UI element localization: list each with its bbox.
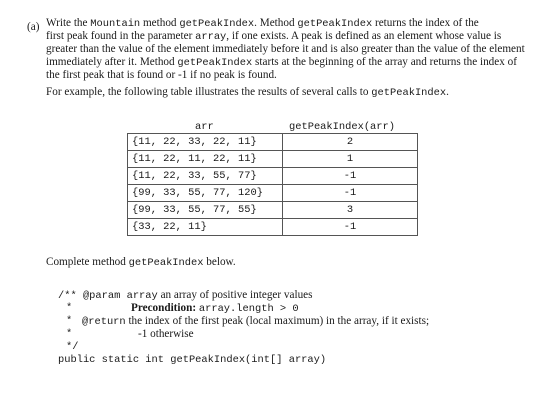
- arr-cell: {11, 22, 33, 22, 11}: [128, 134, 283, 151]
- table-header-result: getPeakIndex(arr): [289, 121, 396, 133]
- javadoc-param: /** @param array: [58, 290, 158, 302]
- doc-line-precondition: [58, 302, 326, 315]
- result-cell: 3: [283, 202, 418, 219]
- text: returns the index of the: [374, 17, 479, 29]
- param-name-code: array: [195, 31, 227, 43]
- intro-line-3: greater than the value of the element immediately before it and is also greater than the value of the element: [46, 43, 525, 55]
- text: method: [142, 17, 177, 29]
- table-row: [128, 185, 418, 202]
- text: below.: [206, 256, 236, 268]
- table-row: [128, 202, 418, 219]
- method-name-code: getPeakIndex: [297, 18, 373, 30]
- text: For example, the following table illustrates the results of several calls to: [46, 86, 369, 98]
- intro-line-5: the first peak that is found or -1 if no peak is found.: [46, 69, 277, 81]
- doc-line-return: [58, 315, 430, 328]
- result-cell: 2: [283, 134, 418, 151]
- table-row: [128, 151, 418, 168]
- text: immediately after it. Method: [46, 56, 175, 68]
- comment-end: */: [66, 341, 79, 353]
- result-cell: -1: [283, 219, 418, 236]
- precondition-code: array.length > 0: [198, 303, 299, 315]
- instruction: [46, 256, 236, 270]
- text: the index of the first peak (local maximum) in the array, if it exists;: [128, 315, 430, 327]
- doc-line-otherwise: [58, 328, 326, 341]
- arr-cell: {33, 22, 11}: [128, 219, 283, 236]
- comment-star: *: [66, 315, 73, 327]
- method-name-code: getPeakIndex: [179, 18, 255, 30]
- table-row: [128, 219, 418, 236]
- precondition-label: Precondition:: [131, 302, 197, 314]
- intro-line-4: [46, 56, 538, 69]
- intro-line-2: [46, 30, 538, 43]
- comment-star: *: [66, 328, 73, 340]
- arr-cell: {11, 22, 11, 22, 11}: [128, 151, 283, 168]
- example-intro: [46, 86, 449, 100]
- result-cell: -1: [283, 185, 418, 202]
- table-header-arr: arr: [195, 121, 214, 133]
- text: an array of positive integer values: [160, 289, 313, 301]
- class-name-code: Mountain: [90, 18, 141, 30]
- text: . Method: [254, 17, 295, 29]
- results-table: [127, 133, 418, 236]
- method-name-code: getPeakIndex: [128, 257, 204, 269]
- result-cell: -1: [283, 168, 418, 185]
- method-name-code: getPeakIndex: [371, 87, 447, 99]
- text: first peak found in the parameter: [46, 30, 193, 42]
- method-name-code: getPeakIndex: [177, 57, 253, 69]
- doc-line-end: [58, 341, 326, 354]
- text: starts at the beginning of the array and returns the index of: [255, 56, 517, 68]
- doc-line-param: [58, 289, 326, 302]
- text: Complete method: [46, 256, 126, 268]
- problem-description: [46, 17, 538, 82]
- arr-cell: {11, 22, 33, 55, 77}: [128, 168, 283, 185]
- text: Write the: [46, 17, 88, 29]
- text: , if one exists. A peak is defined as an element whose value is: [226, 30, 502, 42]
- comment-star: *: [66, 302, 73, 314]
- text: .: [446, 86, 449, 98]
- table-row: [128, 134, 418, 151]
- part-label: (a): [27, 21, 40, 33]
- result-cell: 1: [283, 151, 418, 168]
- method-stub: [58, 289, 430, 367]
- method-signature: public static int getPeakIndex(int[] array): [58, 354, 327, 366]
- arr-cell: {99, 33, 55, 77, 55}: [128, 202, 283, 219]
- arr-cell: {99, 33, 55, 77, 120}: [128, 185, 283, 202]
- intro-line-1: [46, 17, 538, 30]
- table-row: [128, 168, 418, 185]
- text: -1 otherwise: [138, 328, 194, 340]
- javadoc-return: @return: [82, 316, 126, 328]
